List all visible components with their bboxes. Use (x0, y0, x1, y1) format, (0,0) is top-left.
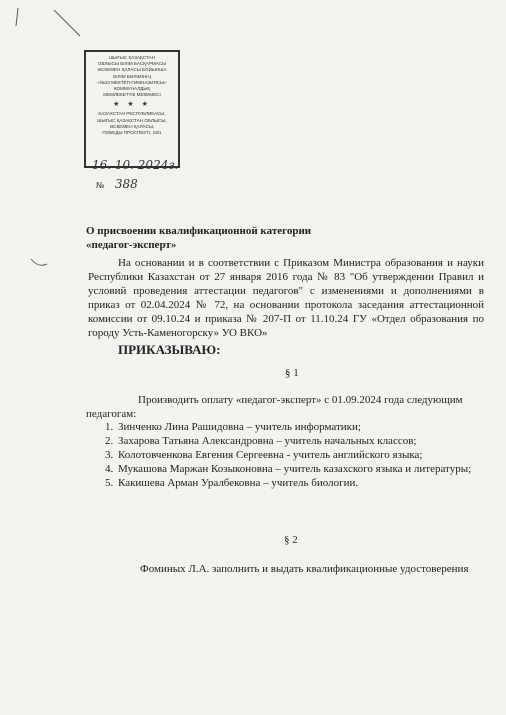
stamp-line: ӨСКЕМЕН ҚАЛАСЫ БОЙЫНША (97, 67, 167, 73)
pen-mark (14, 6, 84, 46)
title-line-2: «педагог-эксперт» (86, 239, 177, 251)
section-1-heading: § 1 (285, 367, 299, 379)
title-line-1: О присвоении квалификационной категории (86, 225, 312, 237)
stamp-number (96, 177, 138, 191)
list-item: 2. Захарова Татьяна Александровна – учитель начальных классов; (116, 434, 496, 448)
stamp-date (92, 158, 178, 172)
stamp-line: «№10 МЕКТЕП-ГИМНАЗИЯСЫ» (97, 79, 167, 85)
preamble-paragraph (88, 256, 484, 340)
stamp-number-label: № (96, 181, 105, 190)
stamp-stars: ★ ★ ★ (113, 101, 151, 109)
list-item: 1. Зинченко Лина Рашидовна – учитель информатики; (116, 420, 496, 434)
order-word: ПРИКАЗЫВАЮ: (118, 342, 221, 357)
fold-mark (30, 256, 48, 270)
preamble-text: На основании и в соответствии с Приказом Министра образования и науки Республики Казахстан от 27 января 2016 года № 83 "Об утверждении Правил и условий проведения аттестации педагогов" с изменениями и дополнениями в приказ от 02.04.2024 № 72, на основании протокола заседания аттестационной комиссии от 09.10.24 и приказа № 207-П от 11.10.24 ГУ «Отдел образования по городу Усть-Каменогорску» УО ВКО» (88, 257, 484, 339)
section-2-heading: § 2 (284, 534, 298, 546)
stamp-line: КАЗАХСТАН РЕСПУБЛИКАСЫ, (98, 111, 166, 117)
section-2-text: Фоминых Л.А. заполнить и выдать квалификационные удостоверения (140, 563, 469, 575)
stamp-number-value: 388 (114, 177, 138, 191)
stamp-line: МЕМЛЕКЕТТІК МЕКЕМЕСІ (103, 92, 161, 98)
stamp-line: ШЫҒЫС ҚАЗАҚСТАН (109, 55, 155, 60)
section-1-text (86, 393, 486, 421)
document-title (86, 224, 311, 252)
stamp-line: ӨСКЕМЕН ҚАЛАСЫ, (109, 123, 155, 129)
stamp-line: ОБЛЫСЫ БІЛІМ БАСҚАРМАСЫ (97, 61, 167, 67)
section-1-body: Производить оплату «педагог-эксперт» с 01.09.2024 года следующим педагогам: (86, 394, 463, 420)
stamp-date-value: 16. 10. 2024г. (92, 158, 179, 172)
stamp-line: БІЛІМ БӨЛІМІНІҢ (113, 73, 151, 79)
stamp-line: КОММУНАЛДЫҚ (113, 86, 151, 92)
list-item: 4. Мукашова Маржан Козыконовна – учитель казахского языка и литературы; (116, 462, 496, 476)
list-item: 3. Колотовченкова Евгения Сергеевна - учитель английского языка; (116, 448, 496, 462)
list-item: 5. Какишева Арман Уралбековна – учитель биологии. (116, 476, 496, 490)
stamp-line: ШЫҒЫС ҚАЗАҚСТАН ОБЛЫСЫ, (97, 117, 167, 123)
stamp-line: ПОБЕДЫ ПРОСПЕКТІ, 19/1 (102, 130, 162, 136)
teacher-list (100, 420, 496, 490)
official-stamp (84, 50, 180, 168)
